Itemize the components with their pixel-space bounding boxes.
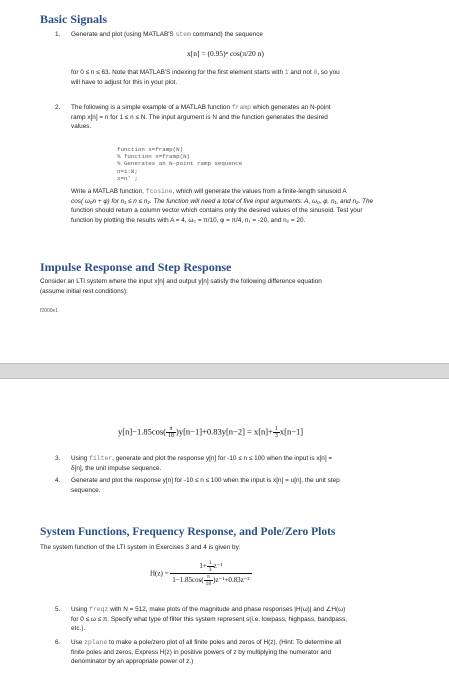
code-zplane: zplane xyxy=(84,639,108,646)
impulse-intro-1: Consider an LTI system where the input x[n] and output y[n] satisfy the following difference equation xyxy=(40,278,322,285)
code-line: x=n' ; xyxy=(117,174,138,182)
code-one: 1 xyxy=(284,69,289,76)
hz-num-frac-num: 1 xyxy=(208,560,212,566)
document-page-bottom xyxy=(0,379,449,700)
diff-eq-right: )y[n−1]+0.83y[n−2] = x[n]+ xyxy=(176,426,273,437)
diff-eq-fraction xyxy=(166,426,176,439)
item-5-d: etc.). xyxy=(71,625,86,633)
item-3-c: δ[n], the unit impulse sequence. xyxy=(71,464,162,472)
code-freqz: freqz xyxy=(89,606,109,613)
item-6-d: denominator by an appropriate power of z.) xyxy=(71,658,194,666)
item-2-line1b: which generates an N-point xyxy=(252,104,331,111)
hz-fraction xyxy=(170,560,251,587)
code-framp: framp xyxy=(231,104,251,111)
hz-den-b: )z⁻¹+0.83z⁻² xyxy=(213,576,250,585)
page-divider-band xyxy=(0,363,449,379)
diff-eq-end: x[n−1] xyxy=(279,426,304,437)
hz-denominator xyxy=(170,574,251,587)
item-4-number: 4. xyxy=(55,477,61,484)
hz-den-frac-den: 18 xyxy=(205,581,212,587)
hz-num-b: z⁻¹ xyxy=(213,562,223,571)
item-5-a: Using xyxy=(71,606,88,613)
item-2-desc1a: Write a MATLAB function, xyxy=(71,188,144,195)
code-line: % function x=framp(N) xyxy=(117,153,191,161)
item-6-number: 6. xyxy=(55,639,61,646)
item-1-text xyxy=(71,30,411,40)
item-2-line2: ramp x[n] = n for 1 ≤ n ≤ N. The input argument is N and the function generates the desired xyxy=(71,113,328,121)
diff-eq-frac-den: 18 xyxy=(168,433,174,439)
item-2-line1a: The following is a simple example of a MATLAB function xyxy=(71,104,231,111)
transfer-function xyxy=(150,560,252,587)
item-1-note xyxy=(71,68,421,87)
hz-num-frac-den: 3 xyxy=(208,567,212,573)
code-fcosine: fcosine xyxy=(145,188,173,195)
item-2-line3: values. xyxy=(71,123,92,131)
impulse-heading: Impulse Response and Step Response xyxy=(40,260,232,274)
item-2-desc2: cos( ω₀n + φ) for n₁ ≤ n ≤ n₂. The function will need a total of five input arguments: A, ω₀, φ, n₁, and n₂. The xyxy=(71,197,374,205)
item-5-text xyxy=(71,605,423,634)
item-6-c: finite poles and zeros, Express H(z) in positive powers of z by multiplying the numerator and xyxy=(71,648,332,656)
code-zero: 0 xyxy=(313,69,318,76)
item-2-text xyxy=(71,103,421,132)
basic-signals-heading: Basic Signals xyxy=(40,12,108,26)
item-6-a: Use xyxy=(71,639,83,646)
item-1-note-b: and not xyxy=(290,69,312,76)
item-5-c: for 0 ≤ ω ≤ π. Specify what type of filter this system represent s(i.e. lowpass, highpass, bandpass, xyxy=(71,615,348,623)
item-1-note-c: , so you xyxy=(317,69,340,76)
hz-den-frac xyxy=(204,574,214,587)
hz-den-a: 1−1.85cos( xyxy=(172,576,204,585)
diff-eq-left: y[n]−1.85cos( xyxy=(118,426,166,437)
item-3-text xyxy=(71,454,423,473)
code-line: % Generates an N-point ramp sequence xyxy=(117,160,243,168)
difference-equation xyxy=(118,426,303,439)
item-5-b: with N = 512, make plots of the magnitude and phase responses |H(ω)| and ∠H(ω) xyxy=(110,606,346,613)
item-1-note-d: will have to adjust for this in your plot. xyxy=(71,78,178,86)
code-line: n=1:N; xyxy=(117,167,138,175)
item-4-b: sequence. xyxy=(71,486,101,494)
diff-eq-half-den: 3 xyxy=(274,433,278,439)
item-3-number: 3. xyxy=(55,455,61,462)
item-2-number: 2. xyxy=(55,104,61,111)
item-1-tail: command) the sequence xyxy=(192,31,263,38)
item-6-text xyxy=(71,638,423,667)
impulse-intro xyxy=(40,277,420,296)
item-6-b: to make a pole/zero plot of all finite poles and zeros of H(z). (Hint: To determine all xyxy=(108,639,342,646)
item-1-equation: x[n] = (0.95)ⁿ cos(π/20 n) xyxy=(187,49,264,58)
item-2-desc4: function by plotting the results with A = 4, ω₀ = π/10, φ = π/4, n₁ = -20, and n₂ = 20. xyxy=(71,216,306,224)
code-filter: filter xyxy=(89,455,113,462)
item-2-description xyxy=(71,187,421,225)
item-1-lead: Generate and plot (using MATLAB'S xyxy=(71,31,174,38)
item-4-a: Generate and plot the response y[n] for -10 ≤ n ≤ 100 when the input is x[n] = u[n], the unit step xyxy=(71,477,340,484)
impulse-intro-2: (assume initial rest conditions): xyxy=(40,287,128,295)
item-1-number: 1. xyxy=(55,31,61,38)
item-2-desc3: function should return a column vector which contains only the desired values of the sinusoid. Test your xyxy=(71,207,363,215)
item-2-desc1b: , which will generate the values from a finite-length sinusoid A xyxy=(172,188,347,195)
hz-label: H(z) = xyxy=(150,569,169,578)
code-stem: stem xyxy=(175,31,191,38)
item-5-number: 5. xyxy=(55,606,61,613)
system-functions-heading: System Functions, Frequency Response, and Pole/Zero Plots xyxy=(40,526,336,538)
system-functions-intro: The system function of the LTI system in Exercises 3 and 4 is given by: xyxy=(40,544,241,551)
hz-num-a: 1+ xyxy=(199,562,207,571)
item-3-b: , generate and plot the response y[n] for -10 ≤ n ≤ 100 when the input is x[n] = xyxy=(112,455,333,462)
framp-code-block xyxy=(117,146,242,182)
code-line: function x=framp(N) xyxy=(117,146,184,153)
item-4-text xyxy=(71,476,423,495)
diff-eq-half xyxy=(273,426,280,439)
diff-eq-frac-num: π xyxy=(166,426,176,433)
image-stamp: f2000e1 xyxy=(40,308,59,314)
diff-eq-half-num: 1 xyxy=(274,426,278,432)
hz-num-frac xyxy=(207,560,214,573)
item-3-a: Using xyxy=(71,455,88,462)
item-1-note-a: for 0 ≤ n ≤ 63. Note that MATLAB'S indexing for the first element starts with xyxy=(71,69,283,76)
hz-numerator xyxy=(170,560,251,574)
hz-den-frac-num: π xyxy=(204,574,214,581)
